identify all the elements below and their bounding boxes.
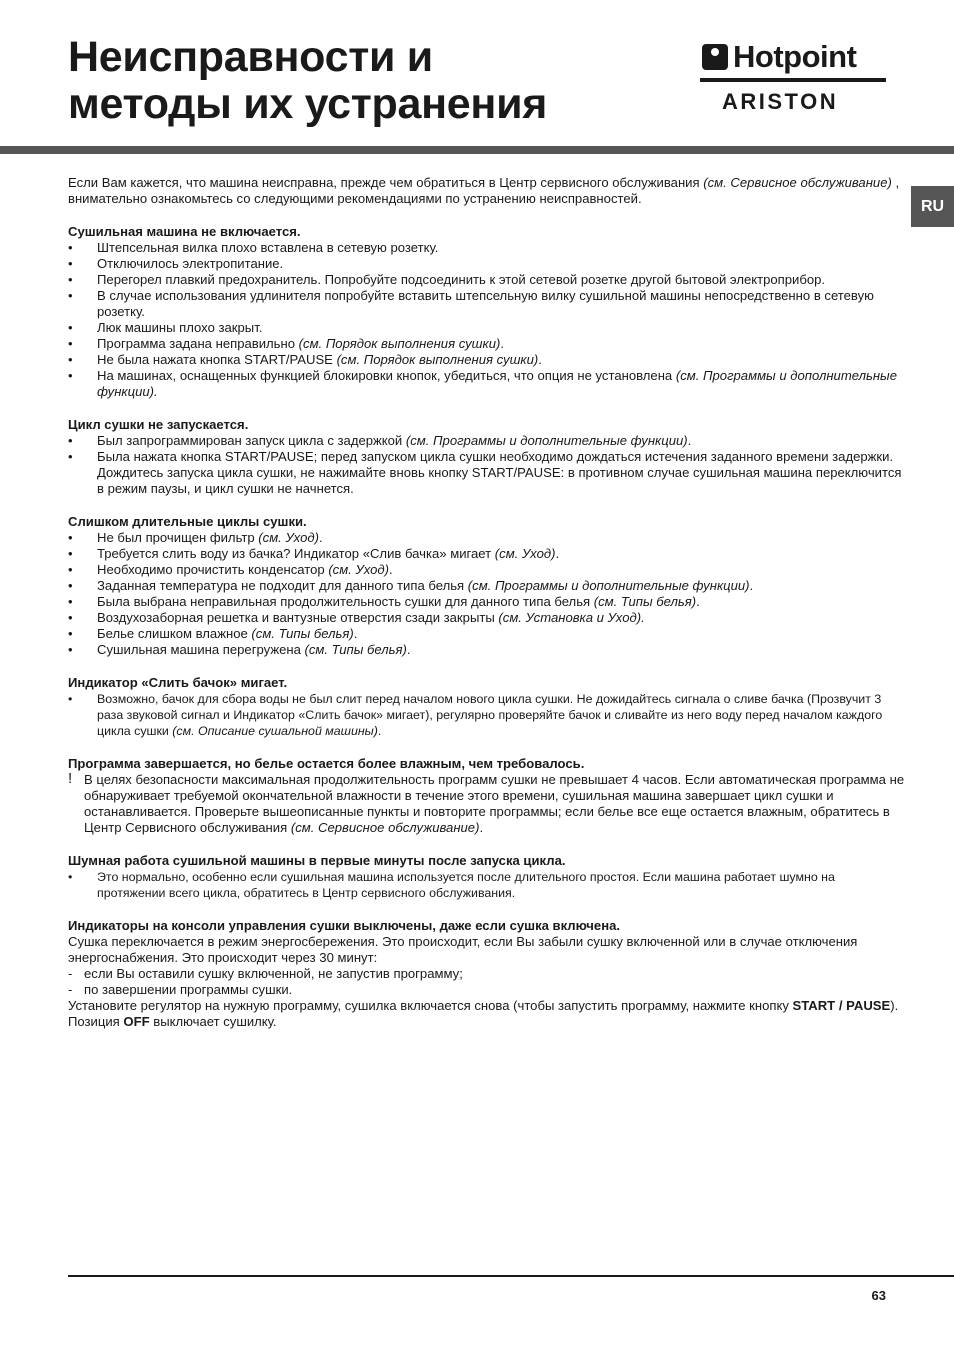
list-item-reference: (см. Уход)	[494, 546, 556, 561]
list-item	[68, 320, 906, 336]
list-item: - если Вы оставили сушку включенной, не запустив программу;	[68, 966, 906, 982]
list-item	[68, 869, 906, 901]
list-item-reference: (см. Типы белья)	[593, 594, 697, 609]
warning-exclamation-icon: !	[68, 770, 73, 787]
header-divider-bar	[0, 146, 954, 154]
section-heading-still-wet: Программа завершается, но белье остается более влажным, чем требовалось.	[68, 756, 585, 771]
list-item-reference: (см. Программы и дополнительные функции).	[97, 368, 897, 399]
list-item-text: .	[406, 642, 411, 657]
list-item	[68, 691, 906, 739]
page-title-line1: Неисправности и	[68, 33, 433, 81]
list-item-text: Штепсельная вилка плохо вставлена в сетевую розетку.	[97, 240, 439, 255]
list-item-text: Необходимо прочистить конденсатор	[97, 562, 329, 577]
list-item	[68, 530, 906, 546]
list-item	[68, 594, 906, 610]
start-pause-label: START / PAUSE	[792, 998, 891, 1013]
list-item	[68, 546, 906, 562]
brand-logo	[700, 40, 886, 116]
list-item-text: Люк машины плохо закрыт.	[97, 320, 263, 335]
list-item-text: Требуется слить воду из бачка? Индикатор «Слив бачка» мигает	[97, 546, 495, 561]
section-heading-drain-indicator: Индикатор «Слить бачок» мигает.	[68, 675, 288, 690]
intro-paragraph	[68, 175, 906, 207]
list-item-text: .	[538, 352, 542, 367]
warning-paragraph	[68, 772, 906, 836]
list-item-text: .	[555, 546, 560, 561]
list-item-text: Заданная температура не подходит для данного типа белья	[97, 578, 468, 593]
list-item	[68, 352, 906, 368]
list-item	[68, 288, 906, 320]
list-item-text: На машинах, оснащенных функцией блокировки кнопок, убедиться, что опция не установлена	[97, 368, 676, 383]
energy-saving-list	[68, 966, 906, 998]
warning-text: В целях безопасности максимальная продолжительность программ сушки не превышает 4 часов. Если автоматическая программа не обнаруживает требуемой окончательной влажности в течение этого времени, сушильная машина завершает цикл сушки и останавливается. Проверьте вышеописанные пункты и повторите программы; если белье все еще остается влажным, обратитесь в Центр Сервисного обслуживания	[84, 772, 905, 835]
logo-brand-text: Hotpoint	[733, 39, 857, 74]
list-item	[68, 272, 906, 288]
list-item-text: Белье слишком влажное	[97, 626, 252, 641]
list-item	[68, 240, 906, 256]
section-heading-noise: Шумная работа сушильной машины в первые минуты после запуска цикла.	[68, 853, 566, 868]
intro-text: Если Вам кажется, что машина неисправна, прежде чем обратиться в Центр сервисного обслуживания	[68, 175, 704, 190]
list-item-text: .	[500, 336, 504, 351]
list-cycle-not-start	[68, 433, 906, 497]
list-item	[68, 610, 906, 626]
list-item-text: Отключилось электропитание.	[97, 256, 284, 271]
list-item-reference: (см. Порядок выполнения сушки)	[298, 336, 501, 351]
list-item-text: Воздухозаборная решетка и вантузные отверстия сзади закрыты	[97, 610, 499, 625]
restart-text-end: выключает сушилку.	[149, 1014, 277, 1029]
list-item-text: Это нормально, особенно если сушильная машина используется после длительного простоя. Если машина работает шумно на протяжении всего цикла, обратитесь в Центр сервисного обслуживания.	[97, 870, 835, 900]
list-item	[68, 336, 906, 352]
list-item	[68, 256, 906, 272]
restart-text: Установите регулятор на нужную программу, сушилка включается снова (чтобы запустить программу, нажмите кнопку	[68, 998, 793, 1013]
warning-reference: (см. Сервисное обслуживание)	[290, 820, 480, 835]
list-item-reference: (см. Программы и дополнительные функции)	[467, 578, 750, 593]
section-heading-long-cycles: Слишком длительные циклы сушки.	[68, 514, 307, 529]
list-item-text: Была выбрана неправильная продолжительность сушки для данного типа белья	[97, 594, 594, 609]
page-content	[68, 175, 906, 1030]
list-item-text: .	[749, 578, 754, 593]
list-item-text: Не была нажата кнопка START/PAUSE	[97, 352, 337, 367]
warning-text-end: .	[479, 820, 484, 835]
logo-sub-text: ARISTON	[722, 89, 839, 114]
list-item-reference: (см. Типы белья)	[304, 642, 407, 657]
list-item-reference: (см. Порядок выполнения сушки)	[336, 352, 539, 367]
list-item: - по завершении программы сушки.	[68, 982, 906, 998]
list-item-text: Был запрограммирован запуск цикла с задержкой	[97, 433, 406, 448]
list-item-text: .	[696, 594, 700, 609]
hotpoint-logo-icon	[702, 44, 728, 70]
language-tab: RU	[911, 186, 954, 227]
list-item-reference: (см. Описание сушальной машины)	[172, 724, 378, 738]
list-item-reference: (см. Уход)	[328, 562, 389, 577]
list-item	[68, 449, 906, 497]
list-item	[68, 578, 906, 594]
page-title	[68, 34, 547, 128]
list-noise	[68, 869, 906, 901]
list-item-text: Была нажата кнопка START/PAUSE; перед запуском цикла сушки необходимо дождаться истечения заданного времени задержки. Дождитесь запуска цикла сушки, не нажимайте вновь кнопку START/PAUSE: в противном случае сушильная машина переключится в режим паузы, и цикл сушки не начнется.	[97, 449, 902, 496]
restart-paragraph	[68, 998, 906, 1030]
list-item-text: В случае использования удлинителя попробуйте вставить штепсельную вилку сушильной машины непосредственно в сетевую розетку.	[97, 288, 874, 319]
list-item-text: .	[377, 724, 382, 738]
list-item-text: .	[388, 562, 393, 577]
list-item-text: .	[318, 530, 323, 545]
list-long-cycles	[68, 530, 906, 658]
page-title-line2: методы их устранения	[68, 80, 547, 128]
list-item-text: Перегорел плавкий предохранитель. Попробуйте подсоединить к этой сетевой розетке другой бытовой электроприбор.	[97, 272, 826, 287]
list-item-reference: (см. Программы и дополнительные функции)	[405, 433, 688, 448]
list-item-text: .	[353, 626, 358, 641]
logo-divider	[700, 78, 886, 82]
page-number: 63	[871, 1288, 886, 1303]
section-heading-cycle-not-start: Цикл сушки не запускается.	[68, 417, 249, 432]
list-item	[68, 562, 906, 578]
list-item-text: Не был прочищен фильтр	[97, 530, 259, 545]
intro-reference: (см. Сервисное обслуживание)	[703, 175, 892, 190]
list-item-text: .	[687, 433, 692, 448]
list-item-text: Программа задана неправильно	[97, 336, 299, 351]
list-item	[68, 642, 906, 658]
list-drain-indicator	[68, 691, 906, 739]
section-heading-no-power: Сушильная машина не включается.	[68, 224, 301, 239]
off-label: OFF	[123, 1014, 150, 1029]
intro-text-end: , внимательно ознакомьтесь со следующими рекомендациями по устранению неисправностей.	[68, 175, 900, 206]
list-item-reference: (см. Установка и Уход).	[498, 610, 645, 625]
list-item-text: Возможно, бачок для сбора воды не был слит перед началом нового цикла сушки. Не дожидайтесь сигнала о сливе бачка (Прозвучит 3 раза звуковой сигнал и Индикатор «Слить бачок» мигает), регулярно проверяйте бачок и сливайте из него воду перед началом каждого цикла сушки	[97, 692, 883, 738]
section-heading-indicators-off: Индикаторы на консоли управления сушки выключены, даже если сушка включена.	[68, 918, 621, 933]
restart-text-mid: ). Позиция	[68, 998, 899, 1029]
list-item-reference: (см. Типы белья)	[251, 626, 354, 641]
list-item-reference: (см. Уход)	[258, 530, 319, 545]
list-item-text: Сушильная машина перегружена	[97, 642, 305, 657]
list-item	[68, 368, 906, 400]
list-item	[68, 433, 906, 449]
list-no-power	[68, 240, 906, 400]
footer-divider	[68, 1275, 954, 1277]
energy-saving-paragraph: Сушка переключается в режим энергосбережения. Это происходит, если Вы забыли сушку включенной или в случае отключения энергоснабжения. Это происходит через 30 минут:	[68, 934, 858, 965]
list-item	[68, 626, 906, 642]
